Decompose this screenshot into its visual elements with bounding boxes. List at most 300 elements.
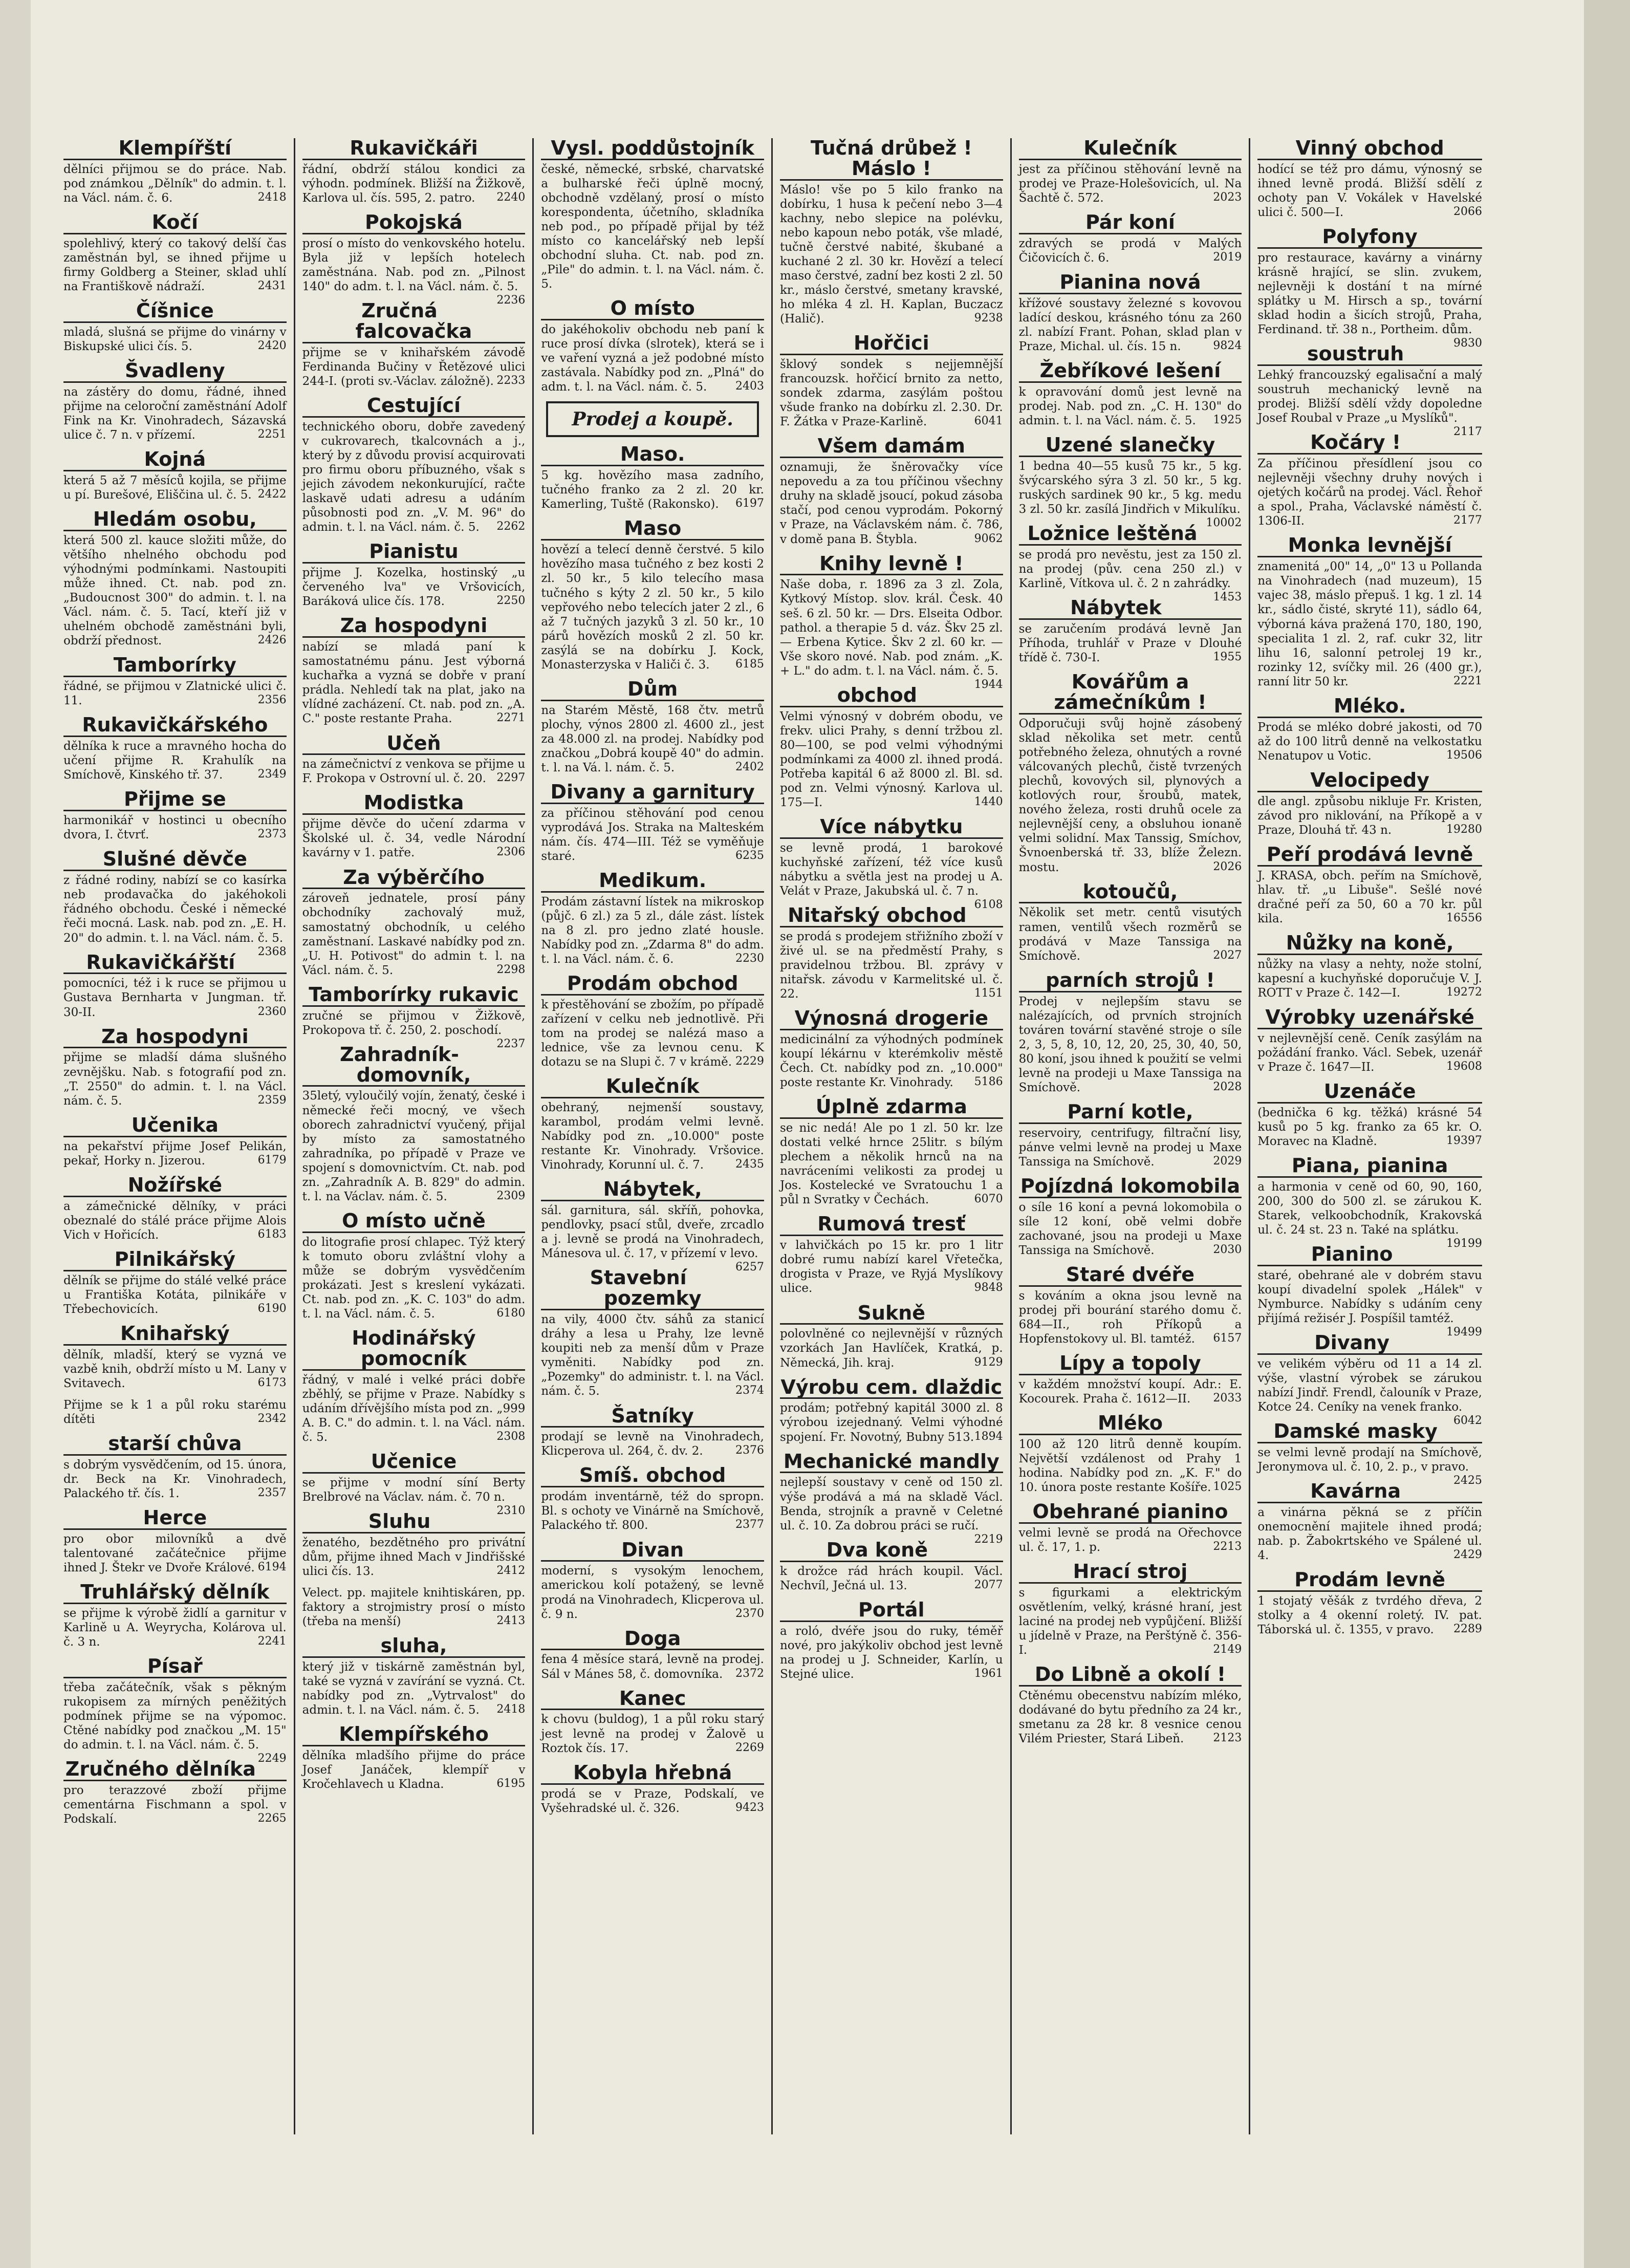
ad-number: 2306	[496, 846, 526, 859]
ad-body: se velmi levně prodají na Smíchově, Jeronymova ul. č. 10, 2. p., v pravo. 2425	[1257, 1446, 1482, 1487]
classified-ad	[541, 782, 764, 863]
ad-body: Prodám zástavní lístek na mikroskop (půjč. 6 zl.) za 5 zl., dále zást. lístek na 8 zl. pro jedno zlaté housle. Nabídky pod zn. „Zdarma 8" do adm. t. l. na Václ. nám. č. 6. 2230	[541, 895, 764, 966]
classified-ad	[780, 1377, 1003, 1444]
ad-heading: Písař	[63, 1656, 287, 1678]
ad-body: hovězí a telecí denně čerstvé. 5 kilo hovězího masa tučného z bez kosti 2 zl. 50 kr., 5 kilo telecího masa tučného s kýty 2 zl. 50 kr., 5 kilo vepřového nebo telecích jater 2 zl., 6 až 7 tučných jazyků 3 zl. 50 kr., 10 párů hovězích mosků 2 zl. 50 kr. zasýlá se na dobírku J. Kock, Monasterzyska v Haliči č. 3. 6185	[541, 543, 764, 672]
ad-number: 2249	[257, 1752, 287, 1765]
classified-ad	[1019, 1265, 1242, 1346]
ad-body: v nejlevnější ceně. Ceník zasýlám na požádání franko. Václ. Sebek, uzenář v Praze č. 1647—II. 19608	[1257, 1031, 1482, 1074]
ad-number: 2117	[1453, 425, 1482, 439]
ad-number: 19397	[1446, 1134, 1482, 1147]
ad-heading: Výrobu cem. dlaždic	[780, 1375, 1003, 1398]
ad-heading: Dva koně	[780, 1540, 1003, 1562]
classified-ad	[1019, 361, 1242, 428]
ad-number: 2241	[257, 1634, 287, 1648]
ad-body: s kováním a okna jsou levně na prodej při bourání starého domu č. 684—II., roh Příkopů a Hopfenstokovy ul. Bl. tamtéž. 6157	[1018, 1289, 1242, 1346]
ad-heading: Učenika	[63, 1115, 287, 1137]
ad-number: 2271	[496, 711, 526, 725]
ad-heading: sluha,	[302, 1636, 526, 1658]
ad-number: 2123	[1213, 1732, 1242, 1745]
ad-heading: Kojná	[63, 449, 287, 471]
ad-heading: Nábytek,	[541, 1179, 764, 1201]
ad-heading: Truhlářský dělník	[63, 1582, 287, 1604]
ad-body: prosí o místo do venkovského hotelu. Byla již v lepších hotelech zaměstnána. Nab. pod zn. „Pilnost 140" do adm. t. l. na Václ. nám. č. 5. 2236	[302, 236, 526, 307]
classified-ad	[541, 679, 764, 775]
ad-body: na Starém Městě, 168 čtv. metrů plochy, výnos 2800 zl. 4600 zl., jest za 48.000 zl. na prodej. Nabídky pod značkou „Dobrá koupě 40" do admin. t. l. na Vá. l. nám. č. 5. 2402	[541, 703, 764, 774]
ad-heading: Mléko.	[1257, 696, 1482, 718]
ad-number: 19280	[1446, 823, 1482, 836]
ad-heading: Doga	[541, 1629, 764, 1651]
ad-heading: Prodám obchod	[541, 974, 764, 996]
ad-body: na zástěry do domu, řádné, ihned přijme na celoroční zaměstnání Adolf Fink na Kr. Vinohradech, Sázavská ulice č. 7 n. v přízemí. 2251	[63, 385, 287, 442]
ad-body: dělník se přijme do stálé velké práce u Františka Kotáta, pilnikáře v Třebechovicích. 6190	[63, 1273, 287, 1316]
classified-ad	[1257, 770, 1482, 837]
ad-heading: Parní kotle,	[1019, 1102, 1242, 1124]
ad-heading: Knihařský	[63, 1324, 287, 1346]
classified-ad	[1019, 1502, 1242, 1554]
classified-ad	[780, 1303, 1003, 1370]
classified-ad	[63, 1508, 287, 1575]
ad-heading: O místo učně	[302, 1211, 526, 1233]
classified-ad	[541, 871, 764, 966]
ad-number: 6183	[257, 1227, 287, 1241]
ad-heading: Pianino	[1257, 1244, 1482, 1266]
ad-heading: Portál	[780, 1600, 1003, 1622]
classified-ad	[541, 1406, 764, 1459]
ad-number: 2289	[1453, 1623, 1482, 1636]
ad-body: prodám inventárně, též do spropn. Bl. s ochoty ve Vinárně na Smíchově, Palackého tř. 800. 2377	[541, 1490, 764, 1532]
ad-heading: Přijme se	[63, 789, 287, 811]
ad-heading: Učeň	[302, 733, 526, 755]
ad-body: o síle 16 koní a pevná lokomobila o síle 12 koní, obě velmi dobře zachované, jsou na prodeji u Maxe Tanssiga na Smíchově. 2030	[1018, 1200, 1242, 1257]
ad-number: 2149	[1213, 1643, 1242, 1656]
ad-number: 2357	[257, 1486, 287, 1499]
ad-body: dělník, mladší, který se vyzná ve vazbě knih, obdrží místo u M. Lany v Svitavech. 6173	[63, 1348, 287, 1390]
classified-ad	[63, 1398, 287, 1427]
ad-body: jest za příčinou stěhování levně na prodej ve Praze-Holešovicích, ul. Na Šachtě č. 572. 2023	[1018, 162, 1242, 205]
classified-ad	[302, 138, 526, 205]
classified-ad	[1257, 433, 1482, 528]
ad-body: z řádné rodiny, nabízí se co kasírka neb prodavačka do jakéhokoli řádného obchodu. České i německé řeči mocná. Lask. nab. pod zn. „E. H. 20" do admin. t. l. na Václ. nám. č. 5. 2368	[63, 874, 287, 958]
classified-ad	[63, 1582, 287, 1649]
ad-heading: Herce	[63, 1508, 287, 1530]
ad-body: třeba začátečník, však s pěkným rukopisem za mírných peněžitých podmínek přijme se na výpomoc. Ctěné nabídky pod značkou „M. 15" do admin. t. l. na Václ. nám. č. 5. 2249	[63, 1680, 287, 1765]
classified-ad	[63, 1249, 287, 1316]
ad-heading: Cestující	[302, 396, 526, 418]
ad-number: 2359	[257, 1093, 287, 1107]
ad-heading: Peří prodává levně	[1257, 845, 1482, 867]
ad-number: 6194	[257, 1560, 287, 1573]
classified-ad	[541, 1689, 764, 1756]
ad-heading: Úplně zdarma	[780, 1097, 1003, 1119]
ad-number: 2308	[496, 1430, 526, 1443]
ad-number: 1151	[974, 987, 1003, 1000]
ad-number: 1925	[1213, 414, 1242, 427]
classified-ad	[63, 361, 287, 442]
ad-number: 2019	[1213, 250, 1242, 264]
ad-number: 2262	[496, 520, 526, 533]
ad-body: ve velikém výběru od 11 a 14 zl. výše, vlastní výrobek se zárukou nabízí Jindř. Frendl, čalouník v Praze, Kotce 24. Ceníky na venek franko. 6042	[1257, 1357, 1482, 1428]
ad-body: Prodá se mléko dobré jakosti, od 70 až do 100 litrů denně na velkostatku Nenatupov u Votic. 19506	[1257, 720, 1482, 763]
classified-ad	[1257, 1079, 1482, 1149]
classified-ad	[302, 793, 526, 860]
ad-number: 2356	[257, 694, 287, 707]
ad-heading: Obehrané pianino	[1019, 1502, 1242, 1524]
ad-heading: Pokojská	[302, 212, 526, 234]
ad-heading: Kanec	[541, 1689, 764, 1711]
ad-number: 6195	[496, 1777, 526, 1790]
ad-number: 9062	[974, 532, 1003, 545]
ad-heading: Rukavičkářští	[63, 953, 287, 975]
classified-ad	[63, 1759, 287, 1826]
ad-body: a roló, dvéře jsou do ruky, téměř nové, pro jakýkoliv obchod jest levně na prodej u J. Schneider, Karlín, u Stejné ulice. 1961	[779, 1624, 1003, 1681]
ad-heading: Mechanické mandly	[780, 1452, 1003, 1474]
classified-ad	[1019, 882, 1242, 963]
classified-ad	[1257, 1570, 1482, 1637]
ad-body: pro restaurace, kavárny a vinárny krásně hrající, se slin. zvukem, nejlevněji k dostání t na mírné splátky u M. Hirsch a sp., tovární sklad hodin a šicích strojů, Praha, Ferdinand. tř. 38 n., Portheim. dům. 9830	[1257, 251, 1482, 350]
ad-body: se prodá pro nevěstu, jest za 150 zl. na prodej (pův. cena 250 zl.) v Karlině, Vítkova ul. č. 2 n zahrádky. 1453	[1018, 548, 1242, 604]
ad-heading: Mléko	[1019, 1413, 1242, 1435]
ad-number: 2297	[496, 771, 526, 785]
classified-ad	[63, 715, 287, 782]
ad-number: 2412	[496, 1564, 526, 1577]
ad-number: 1025	[1213, 1480, 1242, 1494]
ad-number: 6108	[974, 898, 1003, 912]
ad-body: na zámečnictví z venkova se přijme u F. Prokopa v Ostrovní ul. č. 20. 2297	[302, 758, 526, 786]
ad-body: nejlepší soustavy v ceně od 150 zl. výše prodává a má na skladě Václ. Benda, strojník a pravně v Celetné ul. č. 10. Za dobrou práci se ručí. 2219	[779, 1476, 1003, 1546]
ad-number: 6180	[496, 1306, 526, 1320]
ad-number: 9848	[974, 1281, 1003, 1294]
ad-number: 2023	[1213, 190, 1242, 204]
ad-heading: Stavební pozemky	[541, 1268, 764, 1310]
classified-ad	[302, 733, 526, 786]
ad-body: se přijme v modní síní Berty Brelbrové na Václav. nám. č. 70 n. 2310	[302, 1476, 526, 1517]
ad-number: 2177	[1453, 514, 1482, 527]
classified-ad	[780, 905, 1003, 1001]
ad-number: 2435	[735, 1158, 764, 1171]
ad-heading: Kočí	[63, 212, 287, 234]
ad-number: 2213	[1213, 1540, 1242, 1553]
page-edge-right	[1584, 0, 1630, 2268]
ad-body: přijme se mladší dáma slušného zevnějšku. Nab. s fotografií pod zn. „T. 2550" do admin. t. l. na Václ. nám. č. 5. 2359	[63, 1051, 287, 1108]
ad-body: zručné se přijmou v Žižkově, Prokopova tř. č. 250, 2. poschodí. 2237	[302, 1009, 526, 1050]
classified-ad	[63, 1115, 287, 1168]
ad-number: 2418	[257, 190, 287, 204]
classified-ad	[302, 542, 526, 609]
ad-body: zdravých se prodá v Malých Čičovicích č. 6. 2019	[1018, 236, 1242, 265]
classified-ad	[780, 1214, 1003, 1295]
ad-number: 19506	[1446, 748, 1482, 762]
ad-body: sál. garnitura, sál. skříň, pohovka, pendlovky, psací stůl, dveře, zrcadlo a j. levně se prodá na Vinohradech, Mánesova ul. č. 17, v přízemí v levo. 6257	[541, 1204, 764, 1274]
classified-ad	[541, 138, 764, 291]
ad-heading: Prodám levně	[1257, 1570, 1482, 1592]
classified-ad	[541, 1465, 764, 1532]
ad-body: velmi levně se prodá na Ořechovce ul. č. 17, 1. p. 2213	[1018, 1526, 1242, 1554]
ad-heading: Piana, pianina	[1257, 1156, 1482, 1178]
ad-body: české, německé, srbské, charvatské a bulharské řeči úplně mocný, obchodně vzdělaný, prosí o místo korespondenta, účetního, skladníka neb pod., po případě přijal by též místo co kancelářský neb lepší obchodní sluha. Ct. nab. pod zn. „Pile" do admin. t. l. na Václ. nám. č. 5.	[541, 162, 764, 291]
ad-body: na pekařství přijme Josef Pelikán, pekař, Horky n. Jizerou. 6179	[63, 1139, 287, 1168]
ad-body: nůžky na vlasy a nehty, nože stolní, kapesní a kuchyňské doporučuje V. J. ROTT v Praze č. 142—I. 19272	[1257, 957, 1482, 1000]
classified-ad	[63, 1654, 287, 1765]
classified-ad	[780, 1540, 1003, 1593]
ad-number: 2269	[735, 1741, 764, 1754]
classified-ad	[63, 1324, 287, 1391]
ad-number: 1894	[974, 1430, 1003, 1443]
ad-body: se prodá s prodejem střižního zboží v živé ul. se na předměstí Prahy, s pravidelnou tržbou. Bl. zprávy v nitařsk. závodu v Karmelitské ul. č. 22. 1151	[779, 930, 1003, 1001]
column-2	[295, 138, 534, 2134]
ad-heading: Smíš. obchod	[541, 1465, 764, 1487]
ad-body: řádné, se přijmou v Zlatnické ulici č. 11. 2356	[63, 680, 287, 708]
section-label-box: Prodej a koupě.	[546, 401, 759, 437]
ad-number: 19272	[1446, 985, 1482, 999]
classified-ad	[780, 1097, 1003, 1207]
ad-body: s figurkami a elektrickým osvětlením, velký, krásné hraní, jest laciné na prodej neb vypůjčení. Bližší u jídelně v Praze, na Perštýně č. 356-I. 2149	[1018, 1586, 1242, 1657]
ad-number: 19608	[1446, 1060, 1482, 1073]
ad-number: 2033	[1213, 1391, 1242, 1405]
column-5	[1012, 138, 1251, 2134]
ad-number: 6257	[735, 1261, 764, 1274]
ad-heading: Kulečník	[541, 1076, 764, 1098]
ad-number: 2368	[257, 945, 287, 958]
ad-heading: Žebříkové lešení	[1019, 361, 1242, 383]
ad-body: 35letý, vyloučilý vojín, ženatý, české i německé řeči mocný, ve všech oborech zahradnictví vyučený, přijal by místo za samostatného zahradníka, po případě v Praze ve spojení s domovnictvím. Ct. nab. pod zn. „Zahradník A. B. 829" do admin. t. l. na Václav. nám. č. 5. 2309	[302, 1089, 526, 1203]
ad-heading: Hledám osobu,	[63, 509, 287, 531]
ad-number: 2066	[1453, 205, 1482, 219]
ad-heading: Nitařský obchod	[780, 905, 1003, 927]
classified-ad	[779, 1450, 1003, 1546]
ad-body: k přestěhování se zbožím, po případě zařízení v celku neb jednotlivě. Při tom na prodej se nalézá maso a lednice, vše za levnou cenu. K dotazu se na Slupi č. 7 v krámě. 2229	[541, 998, 764, 1069]
classified-ad	[63, 1027, 287, 1108]
ad-heading: Tamborírky	[63, 655, 287, 677]
ad-number: 6042	[1453, 1414, 1482, 1428]
ad-number: 2376	[735, 1444, 764, 1457]
ad-body: spolehlivý, který co takový delší čas zaměstnán byl, se ihned přijme u firmy Goldberg a Steiner, sklad uhlí na Františkově nádraží. 2431	[63, 236, 287, 294]
classified-ad	[302, 1724, 526, 1791]
ad-number: 2219	[974, 1532, 1003, 1546]
ad-number: 6179	[257, 1153, 287, 1167]
ad-body: technického oboru, dobře zavedený v cukrovarech, tkalcovnách a j., který by z důvodu provisí acquirovati pro firmu oboru příbuzného, však s jejich závodem nekonkurující, račte laskavě udati adresu a udáním působnosti pod zn. „V. M. 96" do admin. t. l. na Václ. nám. č. 5. 2262	[302, 420, 526, 534]
classified-ad	[302, 983, 526, 1050]
ad-number: 1955	[1213, 651, 1242, 664]
ad-heading: Za hospodyni	[63, 1027, 287, 1049]
classified-ad	[1018, 434, 1242, 530]
ad-body: 1 stojatý věšák z tvrdého dřeva, 2 stolky a 4 okenní roletý. IV. pat. Táborská ul. č. 1355, v pravo. 2289	[1257, 1594, 1482, 1637]
ad-body: staré, obehrané ale v dobrém stavu koupí divadelní spolek „Hálek" v Nymburce. Nabídky s udáním ceny přijímá režisér J. Pospíšil tamtéž. 19499	[1257, 1268, 1482, 1339]
ad-body: který již v tiskárně zaměstnán byl, také se vyzná v zavírání se vyzná. Ct. nabídky pod zn. „Vytrvalost" do admin. t. l. na Václ. nám. č. 5. 2418	[302, 1660, 526, 1717]
ad-body: fena 4 měsíce stará, levně na prodej. Sál v Mánes 58, č. domovníka. 2372	[541, 1653, 764, 1681]
ad-body: (bednička 6 kg. těžká) krásné 54 kusů po 5 kg. franko za 65 kr. O. Moravec na Kladně. 19397	[1257, 1106, 1482, 1148]
ad-number: 2309	[496, 1189, 526, 1202]
ad-body: Máslo! vše po 5 kilo franko na dobírku, 1 husa k pečení nebo 3—4 kachny, nebo slepice na polévku, nebo kapoun nebo poták, vše mladé, tučně čerstvé nabité, škubané a kuchané 2 zl. 30 kr. Hovězí a telecí maso čerstvé, zadní bez kosti 2 zl. 50 kr., máslo čerstvé, smetany kravské, ho mléka 4 zl. H. Kaplan, Buczacz (Halič). 9238	[779, 183, 1003, 326]
ad-body: polovlněné co nejlevnější v různých vzorkách Jan Havlíček, Kratká, p. Německá, Jih. kraj. 9129	[779, 1327, 1003, 1370]
ad-number: 2425	[1453, 1474, 1482, 1487]
ad-number: 6197	[735, 497, 764, 510]
ad-number: 2265	[257, 1812, 287, 1825]
ad-number: 9423	[735, 1801, 764, 1814]
ad-number: 2230	[735, 952, 764, 965]
ad-body: a harmonia v ceně od 60, 90, 160, 200, 300 do 500 zl. se zárukou K. Starek, velkoobchodník, Krakovská ul. č. 24 st. 23 n. Také na splátku. 19199	[1257, 1180, 1482, 1250]
ad-body: do jakéhokoliv obchodu neb paní k ruce prosí dívka (slrotek), která se i ve vaření vyzná a jež podobné místo zastávala. Nabídky pod zn. „Plná" do adm. t. l. na Václ. nám. č. 5. 2403	[541, 323, 764, 394]
ad-body: medicinální za výhodných podmínek koupí lékárnu v kterémkoliv městě Čech. Ct. nabídky pod zn. „10.000" poste restante Kr. Vinohrady. 5186	[779, 1033, 1003, 1090]
ad-heading: Tamborírky rukavic	[302, 985, 526, 1007]
ad-heading: Monka levnější	[1257, 535, 1482, 557]
ad-body: dělníka mladšího přijme do práce Josef Janáček, klempíř v Kročehlavech u Kladna. 6195	[302, 1749, 526, 1791]
ad-number: 2029	[1213, 1154, 1242, 1168]
ad-body: reservoiry, centrifugy, filtrační lisy, pánve velmi levně na prodej u Maxe Tanssiga na Smíchově. 2029	[1018, 1126, 1242, 1169]
classified-ad	[1257, 138, 1482, 220]
classified-ad	[779, 552, 1003, 691]
ad-number: 2026	[1213, 860, 1242, 873]
ad-number: 16556	[1446, 911, 1482, 924]
classified-ad	[1019, 212, 1242, 265]
ad-number: 2377	[735, 1518, 764, 1531]
ad-number: 2403	[735, 380, 764, 393]
ad-heading: Nůžky na koně,	[1257, 933, 1482, 955]
classified-ad	[1257, 535, 1482, 688]
ad-body: moderní, s vysokým lenochem, americkou kolí potažený, se levně prodá na Vinohradech, Klicperova ul. č. 9 n. 2370	[541, 1564, 764, 1621]
ad-heading: Vysl. poddůstojník	[541, 138, 764, 160]
ad-number: 2030	[1213, 1243, 1242, 1256]
classified-ad	[63, 655, 287, 708]
ad-heading: Pár koní	[1019, 212, 1242, 234]
ad-heading: Tučná drůbež ! Máslo !	[780, 138, 1003, 181]
ad-body: v lahvičkách po 15 kr. pro 1 litr dobré rumu nabízí karel Vřetečka, drogista v Praze, ve Ryjá Myslíkovy ulice. 9848	[779, 1239, 1003, 1295]
ad-number: 6185	[735, 657, 764, 671]
ad-number: 9830	[1453, 337, 1482, 350]
ad-heading: Sluhu	[302, 1511, 526, 1533]
ad-heading: Nábytek	[1019, 598, 1242, 620]
ad-heading: Velocipedy	[1257, 770, 1482, 792]
ad-body: obehraný, nejmenší soustavy, karambol, prodám velmi levně. Nabídky pod zn. „10.000" poste restante Kr. Vinohrady. Vršovice. Vinohrady, Korunní ul. č. 7. 2435	[541, 1101, 764, 1172]
ad-number: 2431	[257, 279, 287, 293]
classified-ad	[63, 212, 287, 294]
ad-body: přijme se v knihařském závodě Ferdinanda Bučiny v Řetězové ulici 244-I. (proti sv.-Václav. záložně). 2233	[302, 345, 526, 388]
ad-body: mladá, slušná se přijme do vinárny v Biskupské ulici čís. 5. 2420	[63, 326, 287, 354]
ad-heading: Pianistu	[302, 542, 526, 564]
ad-body: 100 až 120 litrů denně koupím. Největší vzdálenost od Prahy 1 hodina. Nabídky pod zn. „K. F." do 10. února poste restante Košíře. 1025	[1018, 1437, 1242, 1495]
classified-ad	[1257, 225, 1482, 350]
ad-body: prodají se levně na Vinohradech, Klicperova ul. 264, č. dv. 2. 2376	[541, 1430, 764, 1458]
ad-heading: Více nábytku	[780, 817, 1003, 839]
ad-heading: Učenice	[302, 1452, 526, 1474]
classified-ad	[780, 1008, 1003, 1090]
ad-heading: Divan	[541, 1540, 764, 1562]
classified-ad	[302, 301, 526, 388]
ad-heading: Dům	[541, 679, 764, 701]
ad-number: 2422	[257, 488, 287, 501]
ad-number: 2374	[735, 1384, 764, 1397]
ad-heading: Maso.	[541, 444, 764, 466]
classified-ad	[302, 1586, 526, 1629]
classified-ad	[63, 449, 287, 502]
ad-number: 6041	[974, 415, 1003, 428]
ad-number: 2240	[496, 190, 526, 204]
ad-heading: Staré dvéře	[1019, 1265, 1242, 1287]
ad-body: pomocníci, též i k ruce se přijmou u Gustava Bernharta v Jungman. tř. 30-II. 2360	[63, 977, 287, 1019]
column-6	[1250, 138, 1489, 2134]
classified-ad	[1257, 1420, 1482, 1487]
ad-heading: Za výběrčího	[302, 868, 526, 890]
ad-body: s dobrým vysvědčením, od 15. února, dr. Beck na Kr. Vinohradech, Palackého tř. čís. 1. 2357	[63, 1458, 287, 1500]
ad-number: 2028	[1213, 1080, 1242, 1093]
ad-heading: Kulečník	[1019, 138, 1242, 160]
classified-ad	[63, 1434, 287, 1501]
ad-heading: Maso	[541, 519, 764, 541]
ad-heading: Kovářům a zámečníkům !	[1019, 672, 1242, 715]
classified-ad	[1019, 1176, 1242, 1258]
ad-body: prodám; potřebný kapitál 3000 zl. 8 výrobou izejednaný. Velmi výhodné spojení. Fr. Novotný, Bubny 513. 1894	[779, 1401, 1003, 1444]
ad-body: 1 bedna 40—55 kusů 75 kr., 5 kg. švýcarského sýra 3 zl. 50 kr., 5 kg. ruských sardinek 90 kr., 5 kg. medu 3 zl. 50 kr. zasílá Jindřich v Mikulíku. 10002	[1018, 460, 1242, 530]
ad-heading: Vinný obchod	[1257, 138, 1482, 160]
ad-body: která 5 až 7 měsíců kojila, se přijme u pí. Burešové, Eliščina ul. č. 5. 2422	[63, 474, 287, 502]
classified-ad	[302, 396, 526, 534]
classified-ad	[302, 1450, 526, 1517]
ad-number: 1944	[974, 678, 1003, 691]
classified-ad	[302, 868, 526, 978]
ad-number: 1453	[1213, 591, 1242, 604]
classified-ad	[1019, 598, 1242, 665]
classified-ad	[541, 298, 764, 394]
classified-ad	[302, 1045, 526, 1204]
ad-heading: obchod	[780, 685, 1003, 707]
ad-body: zároveň jednatele, prosí pány obchodníky zachovalý muž, samostatný obchodník, u celého zaměstnaní. Laskavé nabídky pod zn. „U. H. Potivost" do admin t. l. na Václ. nám. č. 5. 2298	[302, 892, 526, 977]
ad-number: 9238	[974, 312, 1003, 325]
ad-body: se přijme k výrobě židlí a garnitur v Karlině u A. Weyrycha, Kolárova ul. č. 3 n. 2241	[63, 1606, 287, 1649]
ad-body: řádný, v malé i velké práci dobře zběhlý, se přijme v Praze. Nabídky s udáním dřívějšího místa pod zn. „999 A. B. C." do admin. t. l. na Václ. nám. č. 5. 2308	[302, 1373, 526, 1444]
ad-number: 2237	[496, 1037, 526, 1050]
ad-heading: Rukavičkáři	[302, 138, 526, 160]
ad-body: křížové soustavy železné s kovovou ladící deskou, krásného tónu za 260 zl. nabízí Frant. Pohan, sklad plan v Praze, Michal. ul. čís. 15 n. 9824	[1018, 296, 1242, 354]
ad-heading: Pilnikářský	[63, 1249, 287, 1271]
ad-number: 2251	[257, 428, 287, 441]
classified-ad	[541, 444, 764, 511]
ad-number: 2221	[1453, 674, 1482, 687]
ad-heading: Divany	[1257, 1333, 1482, 1355]
classified-ad	[1257, 1481, 1482, 1563]
ad-number: 2233	[496, 374, 526, 387]
ad-number: 2413	[496, 1614, 526, 1628]
ad-heading: O místo	[541, 298, 764, 320]
ad-heading: Všem damám	[780, 436, 1003, 458]
column-4	[773, 138, 1012, 2134]
ad-number: 6190	[257, 1302, 287, 1315]
classified-ad	[1019, 1353, 1242, 1406]
classified-ad	[63, 848, 287, 958]
ad-heading: Damské masky	[1257, 1421, 1482, 1443]
ad-body: Velect. pp. majitele knihtiskáren, pp. faktory a strojmistry prosí o místo (třeba na menší) 2413	[302, 1586, 526, 1629]
ad-heading: Rukavičkářského	[63, 715, 287, 737]
ad-heading: Za hospodyni	[302, 616, 526, 638]
ad-heading: Polyfony	[1257, 227, 1482, 249]
ad-number: 9129	[974, 1355, 1003, 1369]
ad-heading: Uzené slanečky	[1019, 435, 1242, 457]
classified-ad	[1019, 1665, 1242, 1746]
ad-heading: Nožířské	[63, 1175, 287, 1197]
ad-body: přijme děvče do učení zdarma v Školské ul. č. 34, vedle Národní kavárny v 1. patře. 2306	[302, 817, 526, 860]
ad-body: nabízí se mladá paní k samostatnému pánu. Jest výborná kuchařka a vyzná se dobře v praní prádla. Nehledí tak na plat, jako na vlídné zacházení. Ct. nab. pod zn. „A. C." poste restante Praha. 2271	[302, 640, 526, 726]
ad-heading: starší chůva	[63, 1434, 287, 1456]
ad-number: 6070	[974, 1193, 1003, 1206]
page-edge-left	[0, 0, 31, 2268]
classified-ad	[1019, 970, 1242, 1095]
ad-body: ženatého, bezdětného pro privátní dům, přijme ihned Mach v Jindřišské ulici čís. 13. 2412	[302, 1536, 526, 1578]
ad-body: oznamuji, že šněrovačky více nepovedu a za tou příčinou všechny druhy na skladě jsoucí, pokud zásoba stačí, pod cenou vyprodám. Pokorný v Praze, na Václavském nám. č. 786, v domě pana B. Štybla. 9062	[779, 461, 1003, 546]
ad-number: 2360	[257, 1005, 287, 1018]
ad-heading: Klempířští	[63, 138, 287, 160]
ad-body: J. KRASA, obch. peřím na Smíchově, hlav. tř. „u Libuše". Sešlé nové dračné peří za 50, 60 a 70 kr. půl kila. 16556	[1257, 869, 1482, 925]
ad-heading: Šatníky	[541, 1406, 764, 1428]
classified-ad	[541, 1178, 764, 1274]
